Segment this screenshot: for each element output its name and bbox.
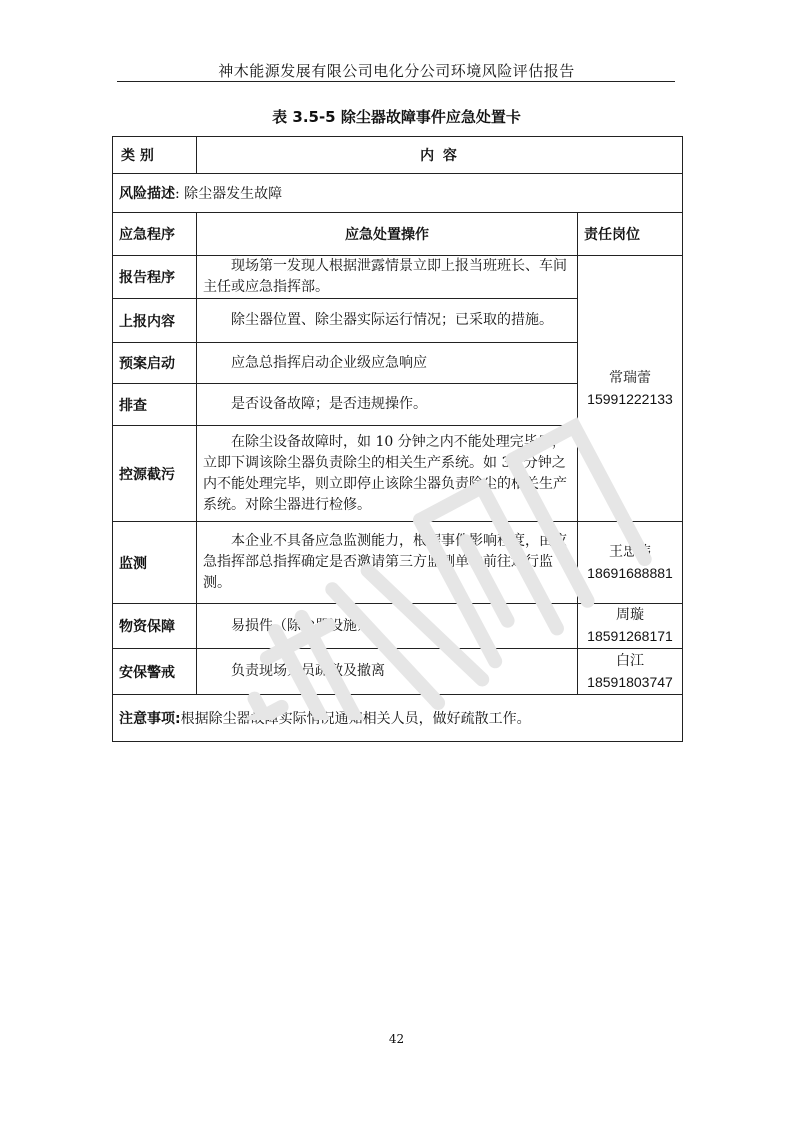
risk-cell: [113, 174, 683, 213]
table-title: 表 3.5-5 除尘器故障事件应急处置卡: [272, 108, 521, 126]
row-label: 物资保障: [113, 604, 197, 649]
row-content: [197, 384, 578, 426]
responsible-person-2: [578, 522, 683, 604]
emergency-card-table: [112, 136, 683, 742]
person-phone: 18591803747: [587, 673, 673, 690]
table-row: [113, 649, 683, 695]
note-cell: [113, 695, 683, 742]
responsible-person-4: [578, 649, 683, 695]
table-head-row: [113, 137, 683, 174]
column-header-row: [113, 213, 683, 256]
row-content: [197, 299, 578, 343]
page-number: 42: [388, 1032, 405, 1046]
row-content-text: 负责现场人员疏散及撤离: [231, 663, 385, 679]
row-label: 预案启动: [113, 343, 197, 384]
row-content: [197, 256, 578, 299]
person-phone: 18691688881: [587, 564, 673, 581]
person-name: 周璇: [616, 607, 644, 623]
row-content-text: 应急总指挥启动企业级应急响应: [231, 354, 427, 371]
responsible-person-1: [578, 256, 683, 522]
risk-value: : 除尘器发生故障: [175, 186, 283, 202]
table-row: [113, 256, 683, 299]
content-header: 内 容: [197, 137, 683, 174]
category-header: 类 别: [113, 137, 197, 174]
note-label: 注意事项:: [119, 711, 181, 727]
person-name: 白江: [616, 652, 644, 669]
report-header-title: 神木能源发展有限公司电化分公司环境风险评估报告: [218, 62, 575, 80]
table-row: [113, 604, 683, 649]
operation-column-header: 应急处置操作: [197, 213, 578, 256]
row-label: 控源截污: [113, 426, 197, 522]
row-content-text: 易损件（除尘器设施）: [231, 617, 371, 634]
responsible-person-3: [578, 604, 683, 649]
risk-label: 风险描述: [119, 186, 175, 202]
risk-row: [113, 174, 683, 213]
note-value: 根据除尘器故障实际情况通知相关人员，做好疏散工作。: [180, 711, 531, 727]
procedure-column-header: 应急程序: [113, 213, 197, 256]
row-content-text: 是否设备故障；是否违规操作。: [231, 396, 427, 412]
row-content: [197, 604, 578, 649]
table-row: [113, 522, 683, 604]
person-phone: 15991222133: [587, 390, 673, 407]
row-content: [197, 426, 578, 522]
row-content-text: 除尘器位置、除尘器实际运行情况；已采取的措施。: [231, 312, 553, 328]
row-label: 监测: [113, 522, 197, 604]
row-label: 安保警戒: [113, 649, 197, 695]
row-content-text: 在除尘设备故障时，如 10 分钟之内不能处理完毕后，立即下调该除尘器负责除尘的相关生产系统。如 30 分钟之内不能处理完毕，则立即停止该除尘器负责除尘的相关生产系统。对除尘器进行检修。: [203, 433, 567, 513]
row-content-text: 现场第一发现人根据泄露情景立即上报当班班长、车间主任或应急指挥部。: [203, 258, 567, 295]
person-phone: 18591268171: [587, 628, 673, 644]
row-content: [197, 649, 578, 695]
note-row: [113, 695, 683, 742]
header-rule: [117, 81, 675, 82]
person-name: 王忠伟: [609, 543, 651, 560]
row-label: 上报内容: [113, 299, 197, 343]
row-label: 报告程序: [113, 256, 197, 299]
row-content: [197, 522, 578, 604]
row-label: 排查: [113, 384, 197, 426]
row-content-text: 本企业不具备应急监测能力，根据事件影响程度，由应急指挥部总指挥确定是否邀请第三方监测单位前往进行监测。: [203, 533, 567, 591]
person-name: 常瑞蕾: [609, 369, 651, 386]
row-content: [197, 343, 578, 384]
responsible-column-header: 责任岗位: [578, 213, 683, 256]
